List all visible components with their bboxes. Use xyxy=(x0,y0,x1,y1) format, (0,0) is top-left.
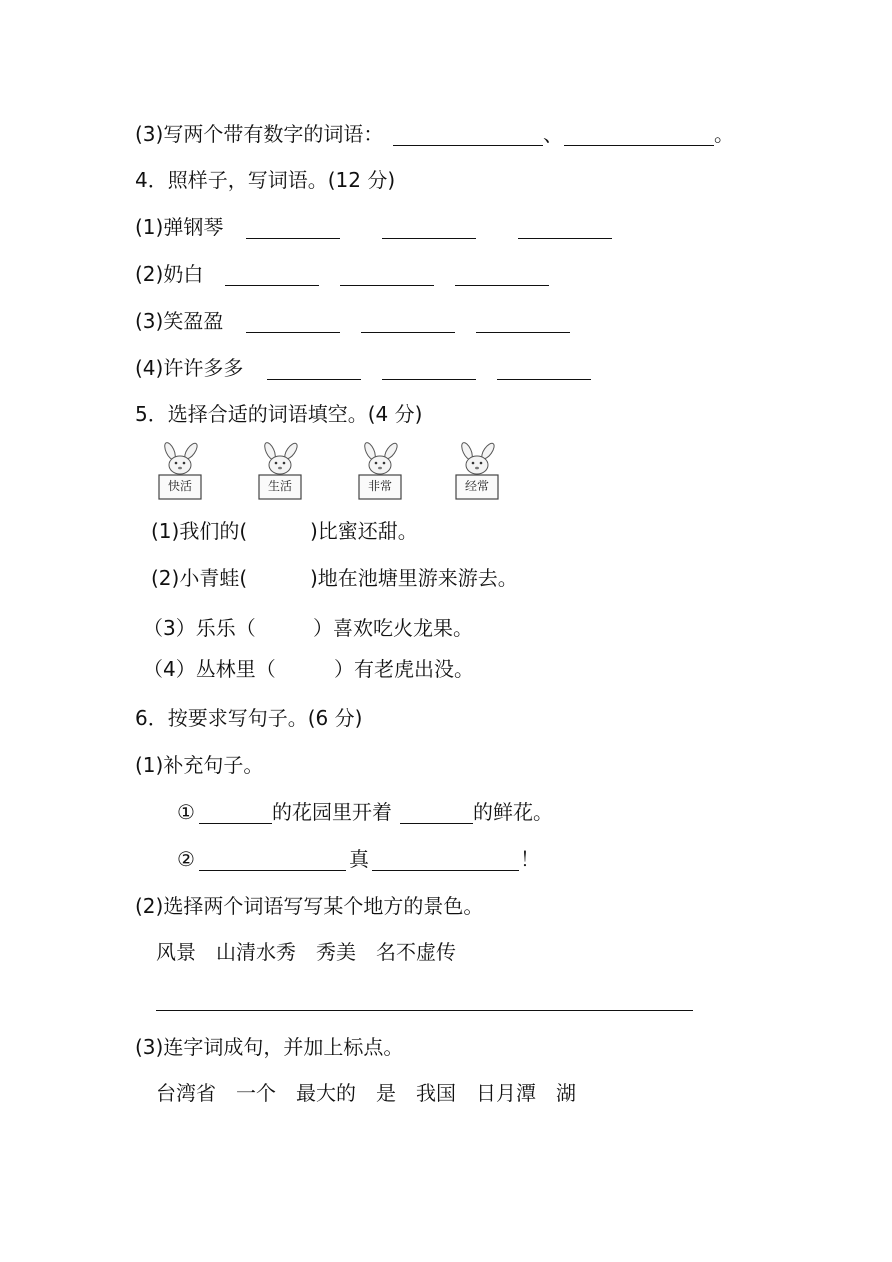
answer-blank[interactable] xyxy=(455,285,549,286)
q5-sentence-post: )比蜜还甜。 xyxy=(310,519,418,543)
separator: 、 xyxy=(543,122,563,146)
q6-part1-num: ② xyxy=(177,847,195,871)
q6-part3-label: (3)连字词成句，并加上标点。 xyxy=(135,1035,404,1059)
answer-blank[interactable] xyxy=(361,332,455,333)
answer-blank[interactable] xyxy=(267,379,361,380)
q5-sentence-pre: (1)我们的( xyxy=(151,519,248,543)
q6-part1-text: ！ xyxy=(520,847,540,871)
answer-blank[interactable] xyxy=(518,238,612,239)
q5-sentence-pre: （3）乐乐（ xyxy=(143,616,256,640)
q6-part1-text: 的鲜花。 xyxy=(473,800,553,824)
q4-title: 4．照样子，写词语。(12 分) xyxy=(135,168,396,192)
q6-part1-num: ① xyxy=(177,800,195,824)
rabbit-icon xyxy=(452,442,502,502)
word-card xyxy=(355,442,405,502)
q5-sentence-post: ）有老虎出没。 xyxy=(334,657,474,681)
q6-part1-text: 的花园里开着 xyxy=(272,800,392,824)
q5-sentence-post: ）喜欢吃火龙果。 xyxy=(313,616,473,640)
answer-blank[interactable] xyxy=(246,332,340,333)
word-card xyxy=(155,442,205,502)
answer-blank[interactable] xyxy=(400,823,473,824)
q5-sentence-pre: (2)小青蛙( xyxy=(151,566,248,590)
answer-blank[interactable] xyxy=(372,870,519,871)
card-label: 快活 xyxy=(167,479,192,493)
q4-item-label: (1)弹钢琴 xyxy=(135,215,224,239)
q6-part2-words: 风景 山清水秀 秀美 名不虚传 xyxy=(156,940,456,964)
answer-blank[interactable] xyxy=(393,145,543,146)
q6-part1-text: 真 xyxy=(349,847,369,871)
answer-blank[interactable] xyxy=(382,238,476,239)
card-label: 生活 xyxy=(267,479,292,493)
answer-blank[interactable] xyxy=(199,823,272,824)
q6-part1-label: (1)补充句子。 xyxy=(135,753,264,777)
word-card xyxy=(452,442,502,502)
end-mark: 。 xyxy=(714,122,734,146)
answer-blank[interactable] xyxy=(476,332,570,333)
q4-item-label: (4)许许多多 xyxy=(135,356,244,380)
q4-item-label: (3)笑盈盈 xyxy=(135,309,224,333)
answer-blank[interactable] xyxy=(225,285,319,286)
card-label: 经常 xyxy=(464,479,489,493)
q3-item3-label: (3)写两个带有数字的词语： xyxy=(135,122,384,146)
word-card xyxy=(255,442,305,502)
answer-blank[interactable] xyxy=(382,379,476,380)
answer-blank[interactable] xyxy=(199,870,346,871)
q5-sentence-post: )地在池塘里游来游去。 xyxy=(310,566,518,590)
q4-item-label: (2)奶白 xyxy=(135,262,204,286)
answer-blank[interactable] xyxy=(497,379,591,380)
q5-title: 5．选择合适的词语填空。(4 分) xyxy=(135,402,423,426)
card-label: 非常 xyxy=(367,479,392,493)
rabbit-icon xyxy=(255,442,305,502)
answer-blank[interactable] xyxy=(564,145,714,146)
rabbit-icon xyxy=(155,442,205,502)
q6-title: 6．按要求写句子。(6 分) xyxy=(135,706,363,730)
q6-part2-label: (2)选择两个词语写写某个地方的景色。 xyxy=(135,894,484,918)
answer-blank[interactable] xyxy=(340,285,434,286)
answer-blank[interactable] xyxy=(156,1010,693,1011)
q5-sentence-pre: （4）丛林里（ xyxy=(143,657,276,681)
answer-blank[interactable] xyxy=(246,238,340,239)
rabbit-icon xyxy=(355,442,405,502)
q6-part3-words: 台湾省 一个 最大的 是 我国 日月潭 湖 xyxy=(156,1081,576,1105)
